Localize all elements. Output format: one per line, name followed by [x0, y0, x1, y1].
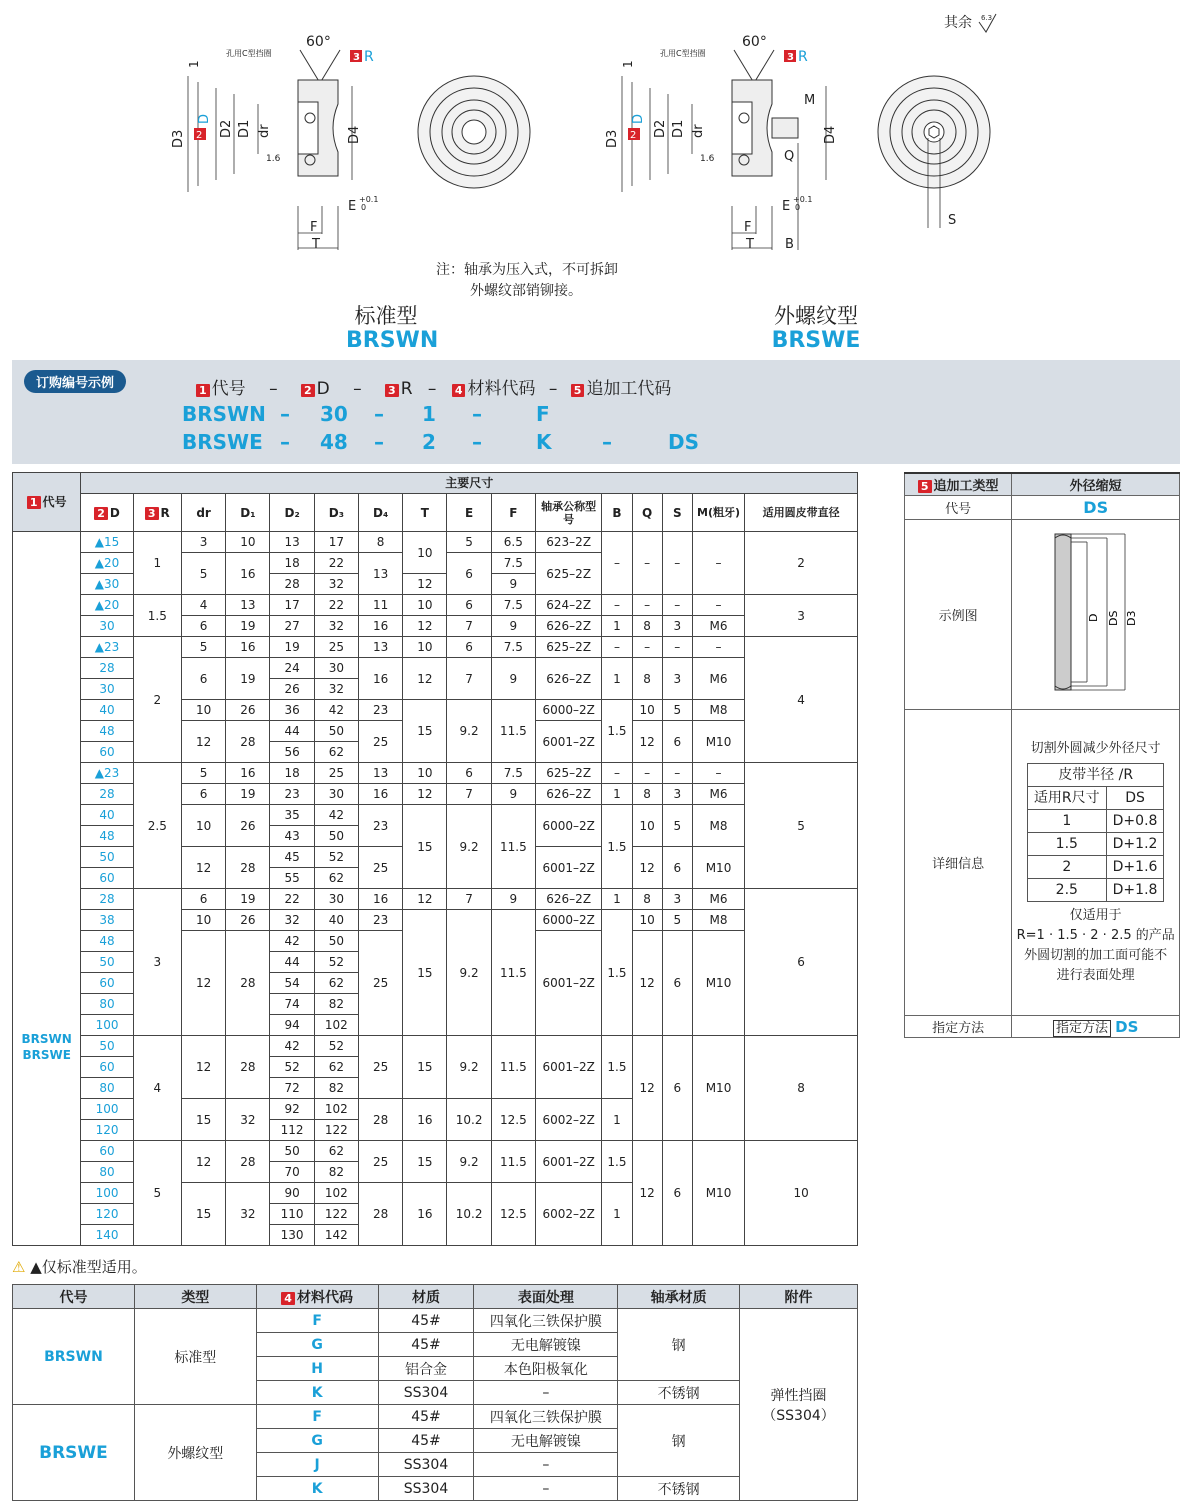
table-row: 28 6 19 24 30 16 12 7 9 626–2Z 1 8 3 M6 [13, 658, 858, 679]
col-b: B [602, 494, 632, 532]
table-row: 50 12 28 45 52 25 6001–2Z 12 6 M10 [13, 847, 858, 868]
svg-text:S: S [948, 213, 957, 228]
table-row: 80 74 82 [13, 994, 858, 1015]
col-r: 3 R [133, 494, 181, 532]
thread-title: 外螺纹型 BRSWE [771, 304, 861, 353]
col-e: E [447, 494, 491, 532]
col-code: 1 代号 [13, 473, 81, 532]
col-dr: dr [181, 494, 225, 532]
svg-text:D2: D2 [219, 119, 234, 138]
table-row: ▲30 28 32 12 9 [13, 574, 858, 595]
table-row: 40 10 26 36 42 23 15 9.2 11.5 6000–2Z 1.5 10 5 M8 [13, 700, 858, 721]
table-row: 100 15 32 92 102 28 16 10.2 12.5 6002–2Z 1 [13, 1099, 858, 1120]
material-row: G 45# 无电解镀镍 [13, 1333, 858, 1357]
svg-text:D: D [631, 113, 646, 124]
table-row: 48 12 28 44 50 25 6001–2Z 12 6 M10 [13, 721, 858, 742]
table-row: 30 26 32 [13, 679, 858, 700]
svg-text:Q: Q [784, 149, 795, 164]
dimension-table [12, 472, 858, 1246]
material-row: BRSWE 外螺纹型 F 45# 四氧化三铁保护膜 钢 [13, 1405, 858, 1429]
svg-text:D: D [1086, 613, 1100, 622]
thread-front-view [876, 72, 1006, 232]
material-row: J SS304 – [13, 1453, 858, 1477]
ds-size-table: 皮带半径 /R 适用R尺寸 DS 1 D+0.8 1.5 D+1.2 2 D+1.6 2.5 D+1.8 [1027, 763, 1165, 902]
col-d: 2 D [81, 494, 133, 532]
svg-text:60°: 60° [306, 34, 331, 50]
svg-text:R: R [798, 49, 808, 65]
thread-type-drawing [600, 28, 860, 264]
table-row: 60 52 62 [13, 1057, 858, 1078]
col-q: Q [632, 494, 662, 532]
table-row: ▲23 2.5 5 16 18 25 13 10 6 7.5 625–2Z – – – – 5 [13, 763, 858, 784]
ds-example-figure [1012, 519, 1180, 709]
standard-title: 标准型 BRSWN [346, 304, 439, 353]
table-row: 50 4 12 28 42 52 25 15 9.2 11.5 6001–2Z 1.5 12 6 M10 8 [13, 1036, 858, 1057]
table-row: 50 44 52 [13, 952, 858, 973]
svg-text:D: D [197, 113, 212, 124]
col-d3: D₃ [314, 494, 358, 532]
col-bearing: 轴承公称型号 [535, 494, 601, 532]
svg-text:2: 2 [196, 130, 203, 141]
svg-text:孔用C型挡圈: 孔用C型挡圈 [226, 49, 272, 58]
table-row: 60 56 62 [13, 742, 858, 763]
svg-text:D3: D3 [171, 129, 186, 148]
order-example-values: BRSWN – 30 – 1 – F BRSWE – 48 – 2 – K – DS [182, 402, 700, 454]
svg-text:D4: D4 [347, 125, 362, 144]
svg-text:E: E [782, 199, 791, 214]
table-row: ▲20 1.5 4 13 17 22 11 10 6 7.5 624–2Z – – – – 3 [13, 595, 858, 616]
svg-text:D3: D3 [1124, 610, 1138, 626]
table-row: 140 130 142 [13, 1225, 858, 1246]
svg-text:D1: D1 [671, 119, 686, 138]
svg-text:1: 1 [187, 60, 201, 68]
svg-text:D1: D1 [237, 119, 252, 138]
svg-text:R: R [364, 49, 374, 65]
warning-icon: ⚠ [12, 1258, 26, 1276]
standard-type-drawing [160, 28, 420, 264]
table-row: 120 110 122 [13, 1204, 858, 1225]
footnote: ⚠ ▲仅标准型适用。 [12, 1258, 147, 1276]
table-row: 48 12 28 42 50 25 6001–2Z 12 6 M10 [13, 931, 858, 952]
table-row: 120 112 122 [13, 1120, 858, 1141]
order-example-tag: 订购编号示例 [24, 370, 126, 393]
svg-text:dr: dr [257, 124, 272, 138]
svg-text:F: F [744, 220, 752, 235]
svg-text:T: T [746, 237, 754, 252]
svg-text:D3: D3 [605, 129, 620, 148]
additional-process-table: 5 追加工类型 外径缩短 代号 DS 示例图 D DS D3 详细信息 切割外圆减少外径尺寸 皮带半径 /R 适用R尺寸 DS 1 D+0.8 1.5 D+1.2 2 D+1.6 2.5 D+1.8 仅适用于 R=1 · 1.5 · 2 · 2.5 的产品 外圆切割的加工面可能不 进行表面处理 指定方法 指定方法 DS [904, 472, 1180, 1038]
table-row: 60 55 62 [13, 868, 858, 889]
material-row: K SS304 – 不锈钢 [13, 1477, 858, 1501]
col-t: T [403, 494, 447, 532]
col-m: M(粗牙) [692, 494, 744, 532]
table-row: 100 94 102 [13, 1015, 858, 1036]
order-fields: 1 代号 – 2 D – 3 R – 4 材料代码 – 5 追加工代码 [196, 374, 671, 399]
table-row: 30 6 19 27 32 16 12 7 9 626–2Z 1 8 3 M6 [13, 616, 858, 637]
svg-text:2: 2 [630, 130, 637, 141]
table-row: 60 5 12 28 50 62 25 15 9.2 11.5 6001–2Z 1.5 12 6 M10 10 [13, 1141, 858, 1162]
col-d2: D₂ [270, 494, 314, 532]
svg-text:3: 3 [353, 52, 360, 63]
table-row: ▲20 5 16 18 22 13 6 7.5 625–2Z [13, 553, 858, 574]
material-table: 代号 类型 4 材料代码 材质 表面处理 轴承材质 附件 BRSWN 标准型 F 45# 四氧化三铁保护膜 钢 弹性挡圈 （SS304） G 45# 无电解镀镍 H 铝合金 本色阳极氧化 K SS304 – 不锈钢 BRSWE 外螺纹型 F 45# 四氧化三铁保护膜 钢 G 45# 无电解镀镍 J SS304 – K SS304 – 不锈钢 [12, 1284, 858, 1501]
table-row: 100 15 32 90 102 28 16 10.2 12.5 6002–2Z 1 [13, 1183, 858, 1204]
svg-text:60°: 60° [742, 34, 767, 50]
svg-text:D2: D2 [653, 119, 668, 138]
svg-text:T: T [312, 237, 320, 252]
svg-text:B: B [785, 237, 794, 252]
table-row: 48 43 50 [13, 826, 858, 847]
svg-text:孔用C型挡圈: 孔用C型挡圈 [660, 49, 706, 58]
table-row: 28 6 19 23 30 16 12 7 9 626–2Z 1 8 3 M6 [13, 784, 858, 805]
svg-text:1: 1 [621, 60, 635, 68]
table-row: 80 72 82 [13, 1078, 858, 1099]
drawing-note: 注：轴承为压入式，不可拆卸 外螺纹部销铆接。 [436, 262, 618, 299]
svg-text:1.6: 1.6 [266, 154, 281, 164]
roughness-icon [976, 12, 998, 34]
standard-front-view [416, 72, 536, 192]
svg-text:dr: dr [691, 124, 706, 138]
col-s: S [662, 494, 692, 532]
table-row: 60 54 62 [13, 973, 858, 994]
group-header: 主要尺寸 [81, 473, 858, 494]
dimension-rows [13, 532, 858, 1246]
table-row: 38 10 26 32 40 23 15 9.2 11.5 6000–2Z 1.5 10 5 M8 [13, 910, 858, 931]
table-row: 80 70 82 [13, 1162, 858, 1183]
col-belt: 适用圆皮带直径 [745, 494, 858, 532]
svg-text:D4: D4 [823, 125, 838, 144]
roughness-note: 其余 6.3 [944, 12, 998, 34]
svg-text:+0.1: +0.1 [793, 195, 813, 204]
svg-text:F: F [310, 220, 318, 235]
col-f: F [491, 494, 535, 532]
svg-text:3: 3 [787, 52, 794, 63]
table-row: ▲23 2 5 16 19 25 13 10 6 7.5 625–2Z – – – – 4 [13, 637, 858, 658]
material-row: H 铝合金 本色阳极氧化 [13, 1357, 858, 1381]
table-row: 28 3 6 19 22 30 16 12 7 9 626–2Z 1 8 3 M6 6 [13, 889, 858, 910]
material-row: BRSWN 标准型 F 45# 四氧化三铁保护膜 钢 弹性挡圈 （SS304） [13, 1309, 858, 1333]
material-row: K SS304 – 不锈钢 [13, 1381, 858, 1405]
svg-text:6.3: 6.3 [981, 14, 993, 22]
svg-text:+0.1: +0.1 [359, 195, 379, 204]
svg-text:DS: DS [1106, 610, 1120, 626]
svg-text:M: M [804, 93, 816, 108]
material-row: G 45# 无电解镀镍 [13, 1429, 858, 1453]
order-example-box [12, 360, 1180, 464]
table-row: BRSWN BRSWE ▲15 1 3 10 13 17 8 10 5 6.5 623–2Z – – – – 2 [13, 532, 858, 553]
table-row: 40 10 26 35 42 23 15 9.2 11.5 6000–2Z 1.5 10 5 M8 [13, 805, 858, 826]
svg-text:1.6: 1.6 [700, 154, 715, 164]
col-d1: D₁ [226, 494, 270, 532]
svg-text:0: 0 [795, 203, 801, 212]
svg-text:0: 0 [361, 203, 367, 212]
col-d4: D₄ [358, 494, 402, 532]
svg-text:E: E [348, 199, 357, 214]
